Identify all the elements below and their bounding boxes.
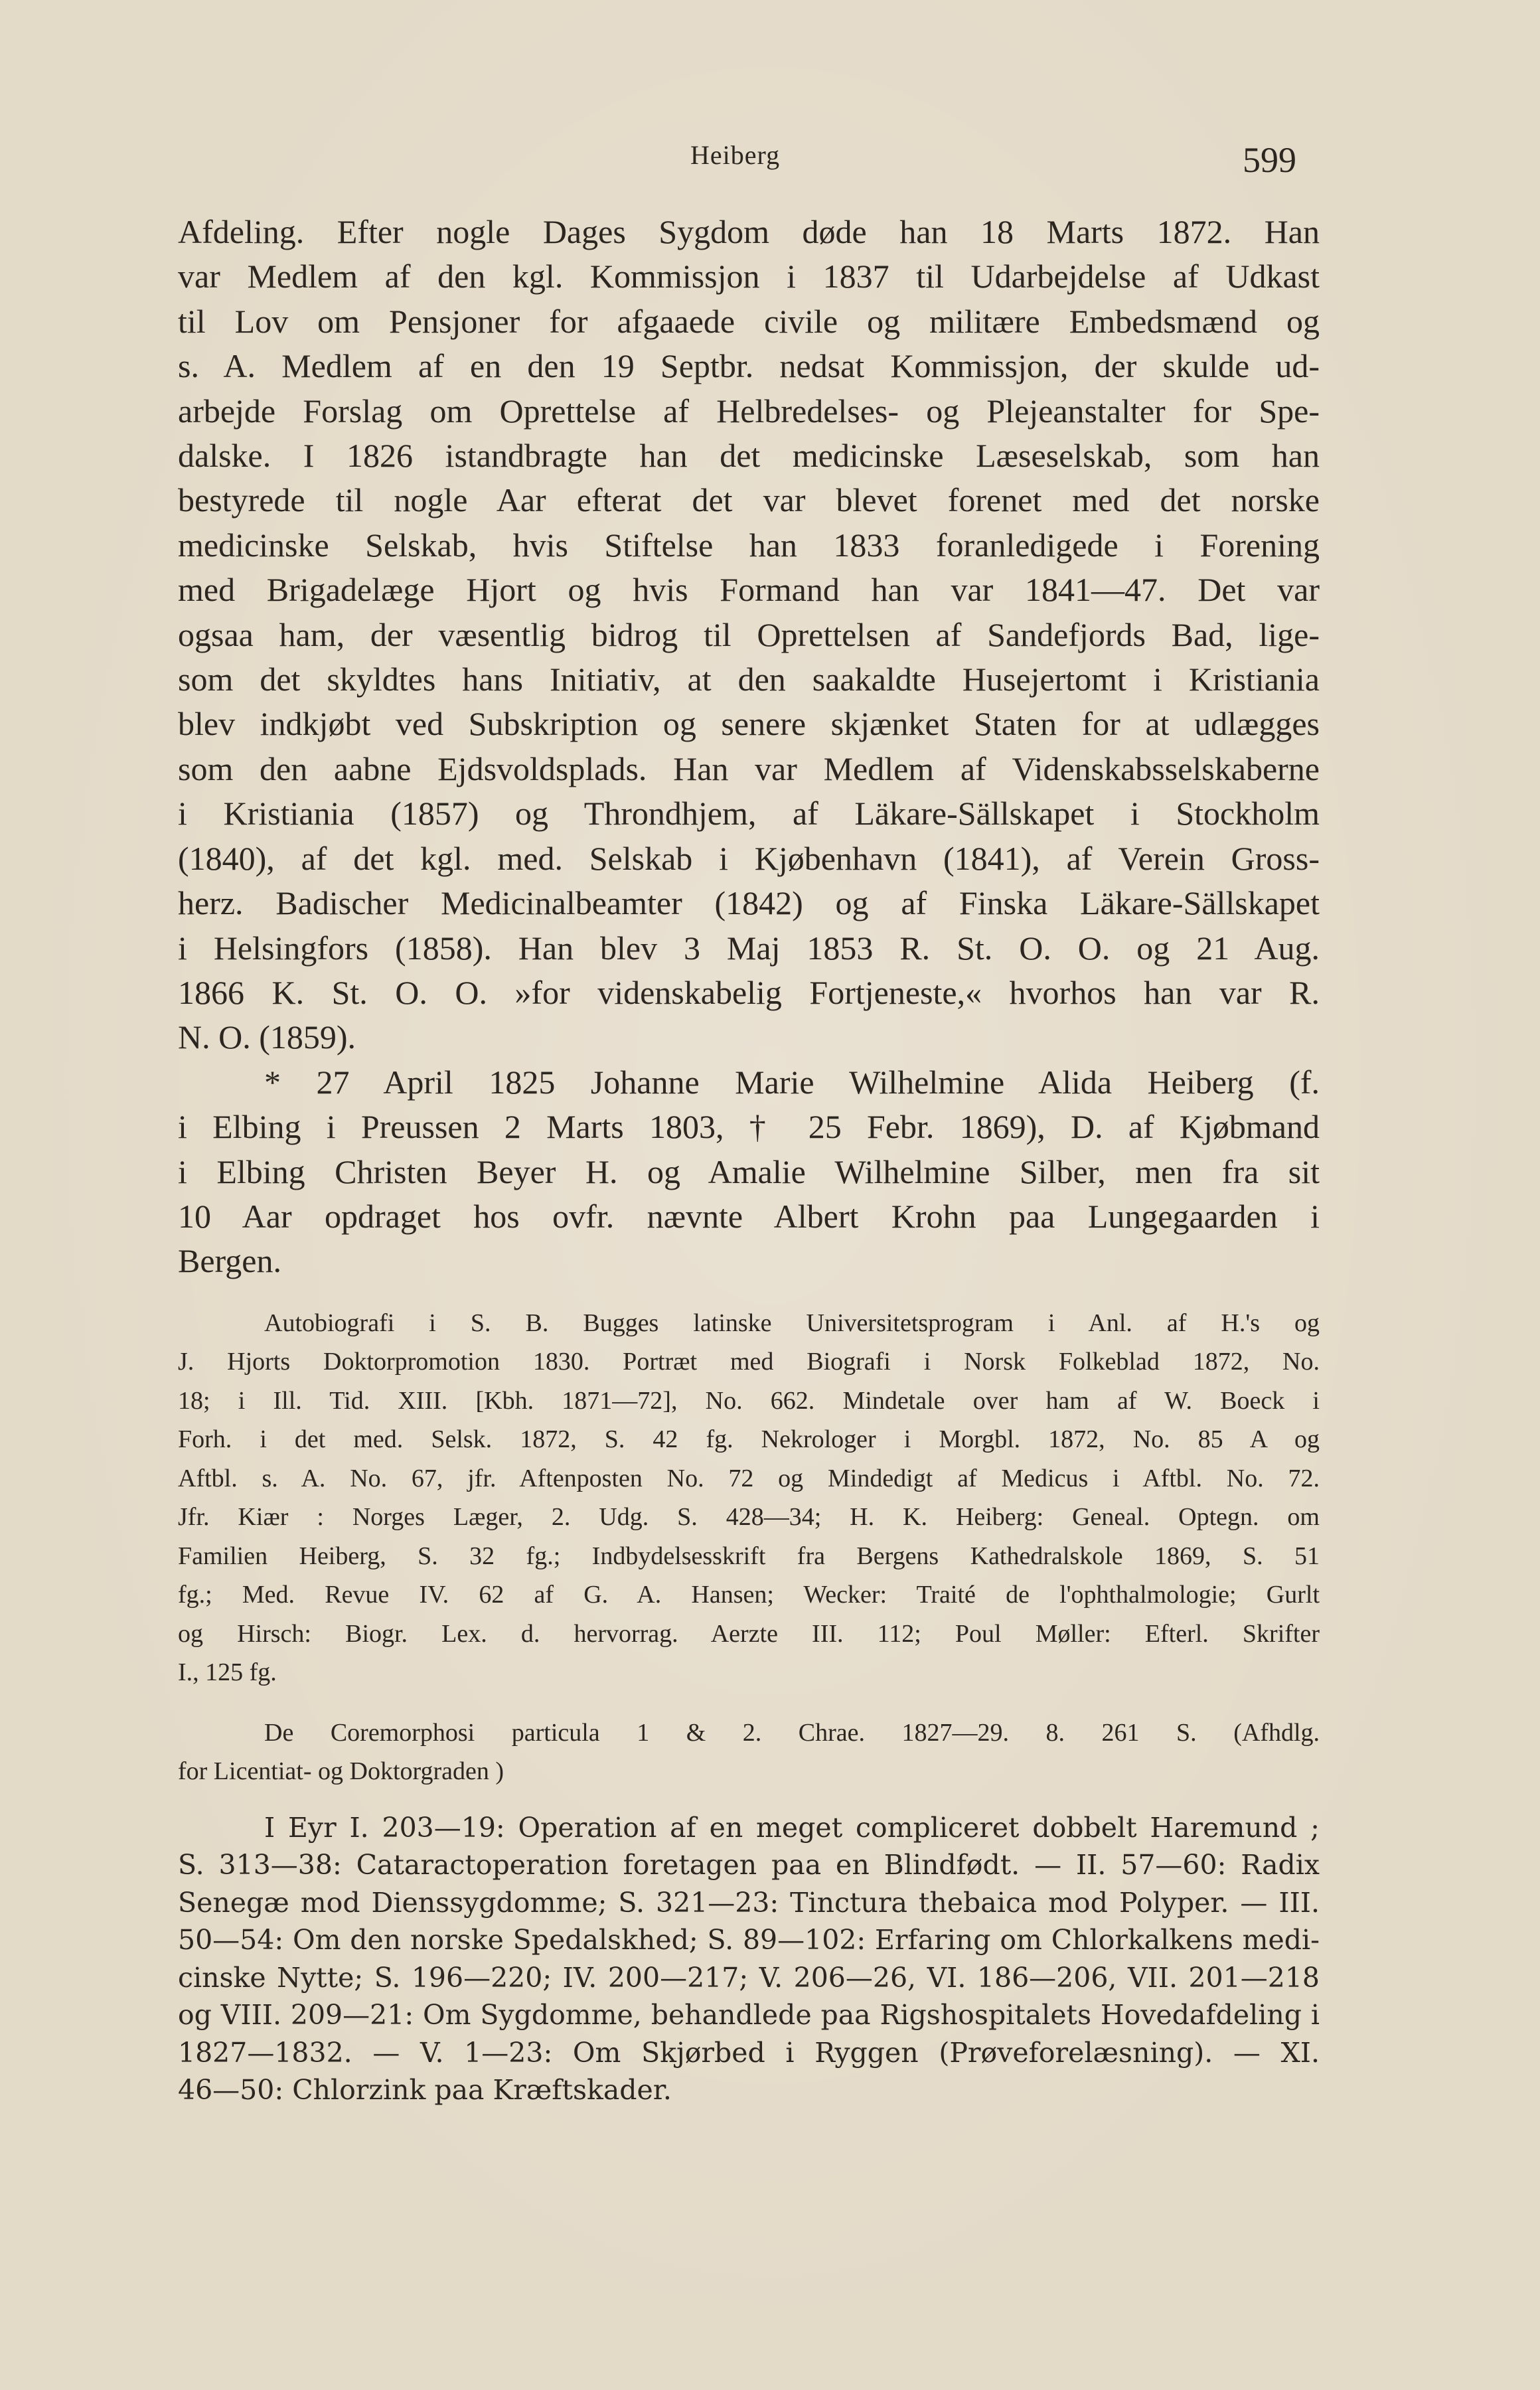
source-line: I., 125 fg. xyxy=(178,1658,277,1687)
body-line: 1866 K. St. O. O. »for videnskabelig Fortjeneste,« hvorhos han var R. xyxy=(178,973,1320,1011)
source-line: J. Hjorts Doktorpromotion 1830. Portræt med Biografi i Norsk Folkeblad 1872, No. xyxy=(178,1348,1320,1376)
body-line: N. O. (1859). xyxy=(178,1018,356,1056)
body-line: herz. Badischer Medicinalbeamter (1842) og af Finska Läkare-Sällskapet xyxy=(178,884,1320,922)
page-header xyxy=(0,139,1540,179)
biography-text xyxy=(178,210,1320,1284)
source-line: Autobiografi i S. B. Bugges latinske Universitetsprogram i Anl. af H.'s og xyxy=(264,1309,1320,1337)
page-number: 599 xyxy=(1243,140,1296,180)
body-line: 10 Aar opdraget hos ovfr. nævnte Albert Krohn paa Lungegaarden i xyxy=(178,1197,1320,1235)
body-line: i Helsingfors (1858). Han blev 3 Maj 1853 R. St. O. O. og 21 Aug. xyxy=(178,929,1320,967)
bibliography-section xyxy=(178,1809,1320,2109)
source-line: fg.; Med. Revue IV. 62 af G. A. Hansen; Wecker: Traité de l'ophthalmologie; Gurlt xyxy=(178,1581,1320,1609)
bibliography-line: Senegæ mod Dienssygdomme; S. 321—23: Tinctura thebaica mod Polyper. — III. xyxy=(178,1886,1320,1919)
running-head: Heiberg xyxy=(690,140,781,170)
body-line: * 27 April 1825 Johanne Marie Wilhelmine Alida Heiberg (f. xyxy=(264,1063,1320,1101)
bibliography-line: og VIII. 209—21: Om Sygdomme, behandlede paa Rigshospitalets Hovedafdeling i xyxy=(178,1999,1320,2032)
works-line: De Coremorphosi particula 1 & 2. Chrae. 1827—29. 8. 261 S. (Afhdlg. xyxy=(264,1718,1320,1747)
bibliography-line: 50—54: Om den norske Spedalskhed; S. 89—102: Erfaring om Chlorkalkens medi- xyxy=(178,1924,1320,1956)
body-line: ogsaa ham, der væsentlig bidrog til Oprettelsen af Sandefjords Bad, lige- xyxy=(178,615,1320,653)
body-line: s. A. Medlem af en den 19 Septbr. nedsat Kommissjon, der skulde ud- xyxy=(178,347,1320,385)
body-line: arbejde Forslag om Oprettelse af Helbredelses- og Plejeanstalter for Spe- xyxy=(178,392,1320,430)
body-line: med Brigadelæge Hjort og hvis Formand han var 1841—47. Det var xyxy=(178,571,1320,609)
source-line: Forh. i det med. Selsk. 1872, S. 42 fg. Nekrologer i Morgbl. 1872, No. 85 A og xyxy=(178,1425,1320,1454)
body-line: Afdeling. Efter nogle Dages Sygdom døde han 18 Marts 1872. Han xyxy=(178,213,1320,250)
body-line: i Elbing i Preussen 2 Marts 1803, † 25 Febr. 1869), D. af Kjøbmand xyxy=(178,1108,1320,1146)
body-line: (1840), af det kgl. med. Selskab i Kjøbenhavn (1841), af Verein Gross- xyxy=(178,839,1320,877)
source-line: Familien Heiberg, S. 32 fg.; Indbydelsesskrift fra Bergens Kathedralskole 1869, S. 51 xyxy=(178,1542,1320,1570)
body-line: var Medlem af den kgl. Kommissjon i 1837 til Udarbejdelse af Udkast xyxy=(178,258,1320,295)
bibliography-line: 46—50: Chlorzink paa Kræftskader. xyxy=(178,2074,672,2107)
source-line: Jfr. Kiær : Norges Læger, 2. Udg. S. 428—34; H. K. Heiberg: Geneal. Optegn. om xyxy=(178,1503,1320,1532)
bibliography-line: 1827—1832. — V. 1—23: Om Skjørbed i Ryggen (Prøveforelæsning). — XI. xyxy=(178,2036,1320,2069)
bibliography-line: I Eyr I. 203—19: Operation af en meget compliceret dobbelt Haremund ; xyxy=(264,1811,1320,1844)
body-line: blev indkjøbt ved Subskription og senere skjænket Staten for at udlægges xyxy=(178,705,1320,743)
body-line: i Kristiania (1857) og Throndhjem, af Läkare-Sällskapet i Stockholm xyxy=(178,795,1320,833)
body-line: bestyrede til nogle Aar efterat det var blevet forenet med det norske xyxy=(178,481,1320,519)
source-line: og Hirsch: Biogr. Lex. d. hervorrag. Aerzte III. 112; Poul Møller: Efterl. Skrifter xyxy=(178,1619,1320,1648)
body-line: som den aabne Ejdsvoldsplads. Han var Medlem af Videnskabsselskaberne xyxy=(178,750,1320,787)
source-line: 18; i Ill. Tid. XIII. [Kbh. 1871—72], No. 662. Mindetale over ham af W. Boeck i xyxy=(178,1386,1320,1415)
source-line: Aftbl. s. A. No. 67, jfr. Aftenposten No. 72 og Mindedigt af Medicus i Aftbl. No. 72. xyxy=(178,1464,1320,1492)
sources-section xyxy=(178,1304,1320,1692)
bibliography-line: cinske Nytte; S. 196—220; IV. 200—217; V. 206—26, VI. 186—206, VII. 201—218 xyxy=(178,1961,1320,1994)
text-block xyxy=(178,210,1320,2109)
body-line: til Lov om Pensjoner for afgaaede civile og militære Embedsmænd og xyxy=(178,302,1320,340)
works-section xyxy=(178,1713,1320,1791)
body-line: Bergen. xyxy=(178,1242,281,1280)
body-line: medicinske Selskab, hvis Stiftelse han 1833 foranledigede i Forening xyxy=(178,526,1320,564)
body-line: i Elbing Christen Beyer H. og Amalie Wilhelmine Silber, men fra sit xyxy=(178,1153,1320,1190)
body-line: dalske. I 1826 istandbragte han det medicinske Læseselskab, som han xyxy=(178,437,1320,475)
bibliography-line: S. 313—38: Cataractoperation foretagen paa en Blindfødt. — II. 57—60: Radix xyxy=(178,1849,1320,1881)
body-line: som det skyldtes hans Initiativ, at den saakaldte Husejertomt i Kristiania xyxy=(178,661,1320,698)
works-line: for Licentiat- og Doktorgraden ) xyxy=(178,1757,504,1785)
